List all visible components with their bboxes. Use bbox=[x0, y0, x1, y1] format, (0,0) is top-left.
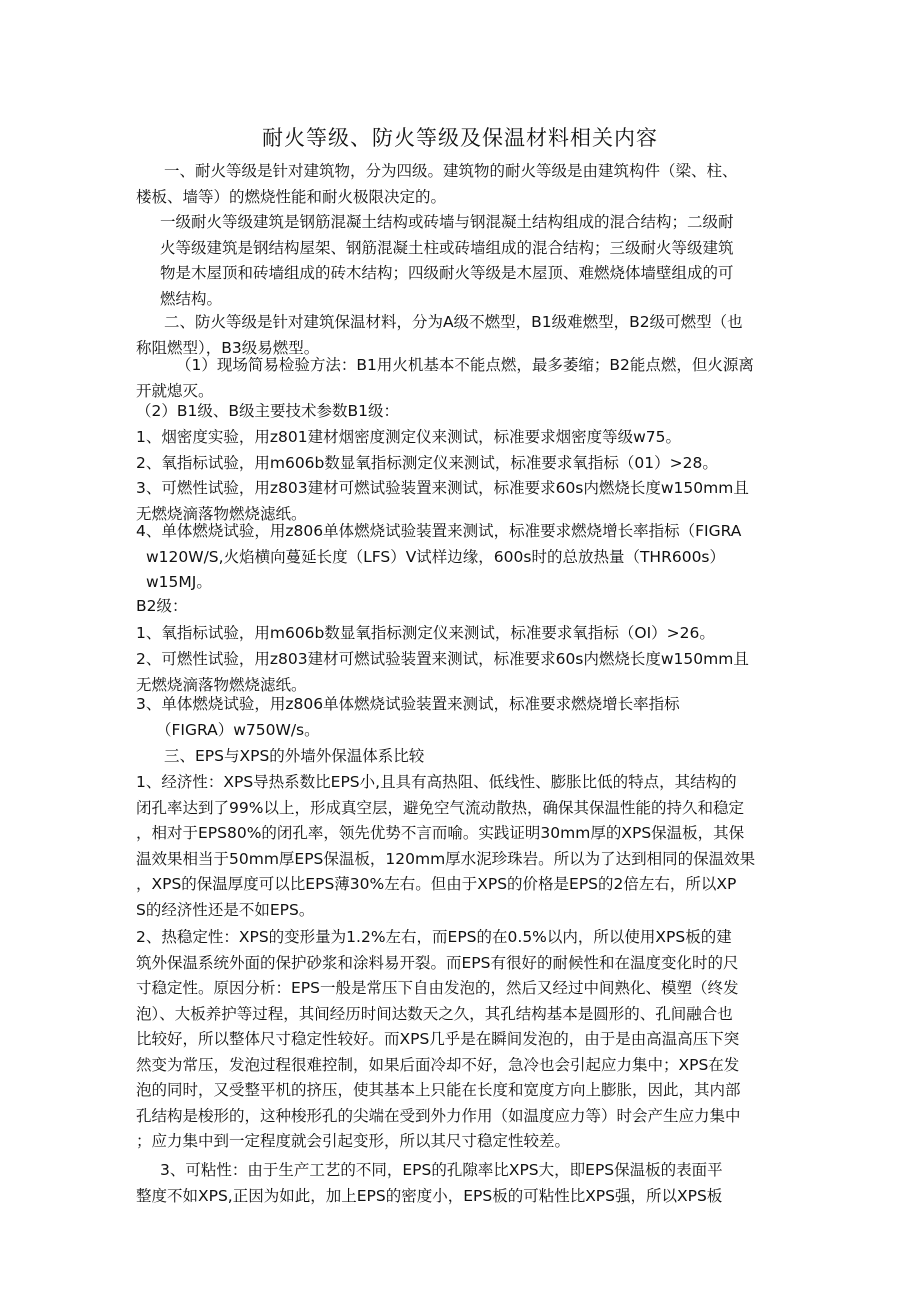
text-line: （1）现场简易检验方法：B1用火机基本不能点燃，最多萎缩；B2能点燃，但火源离 bbox=[176, 356, 754, 374]
text-line: 整度不如XPS,正因为如此，加上EPS的密度小，EPS板的可粘性比XPS强，所以XPS板 bbox=[136, 1186, 723, 1205]
section-3-heading bbox=[136, 744, 786, 770]
text-line: S的经济性还是不如EPS。 bbox=[136, 900, 315, 919]
tech-params-heading bbox=[136, 399, 786, 425]
text-line: 楼板、墙等）的燃烧性能和耐火极限决定的。 bbox=[136, 187, 447, 206]
text-line: ，相对于EPS80%的闭孔率，领先优势不言而喻。实践证明30mm厚的XPS保温板，其保 bbox=[136, 824, 745, 842]
text-line: 开就熄灭。 bbox=[136, 381, 214, 400]
text-line: 无燃烧滴落物燃烧滤纸。 bbox=[136, 675, 307, 694]
text-line: ；应力集中到一定程度就会引起变形，所以其尺寸稳定性较差。 bbox=[136, 1132, 571, 1150]
document-title: 耐火等级、防火等级及保温材料相关内容 bbox=[262, 126, 658, 150]
text-line: 3、可燃性试验，用z803建材可燃试验装置来测试，标准要求60s内燃烧长度w150mm且 bbox=[136, 479, 749, 497]
text-line: 泡的同时，又受整平机的挤压，使其基本上只能在长度和宽度方向上膨胀，因此，其内部 bbox=[136, 1081, 741, 1099]
text-line: ，XPS的保温厚度可以比EPS薄30%左右。但由于XPS的价格是EPS的2倍左右，所以XP bbox=[136, 875, 737, 893]
text-line: （FIGRA）w750W/s。 bbox=[156, 720, 320, 739]
text-line: 一、耐火等级是针对建筑物，分为四级。建筑物的耐火等级是由建筑构件（梁、柱、 bbox=[164, 162, 738, 180]
text-line: 称阻燃型），B3级易燃型。 bbox=[136, 338, 320, 357]
text-line: 1、氧指标试验，用m606b数显氧指标测定仪来测试，标准要求氧指标（OI）>26。 bbox=[136, 624, 715, 642]
text-line: 闭孔率达到了99%以上，形成真空层，避免空气流动散热，确保其保温性能的持久和稳定 bbox=[136, 798, 744, 817]
text-line: 然变为常压，发泡过程很难控制，如果后面冷却不好，急冷也会引起应力集中；XPS在发 bbox=[136, 1055, 740, 1074]
text-line: 比较好，所以整体尺寸稳定性较好。而XPS几乎是在瞬间发泡的，由于是由高温高压下突 bbox=[136, 1030, 740, 1048]
text-line: 泡）、大板养护等过程，其间经历时间达数天之久，其孔结构基本是圆形的、孔间融合也 bbox=[136, 1004, 733, 1023]
text-line: 1、经济性：XPS导热系数比EPS小,且具有高热阻、低线性、膨胀比低的特点，其结构的 bbox=[136, 773, 737, 791]
text-line: 物是木屋顶和砖墙组成的砖木结构；四级耐火等级是木屋顶、难燃烧体墙壁组成的可 bbox=[160, 264, 734, 282]
text-line: 1、烟密度实验，用z801建材烟密度测定仪来测试，标准要求烟密度等级w75。 bbox=[136, 428, 681, 446]
text-line: （2）B1级、B级主要技术参数B1级： bbox=[136, 402, 399, 420]
text-line: B2级： bbox=[136, 597, 188, 615]
text-line: 燃结构。 bbox=[160, 289, 223, 308]
text-line: 2、氧指标试验，用m606b数显氧指标测定仪来测试，标准要求氧指标（01）>28。 bbox=[136, 454, 718, 472]
text-line: 温效果相当于50mm厚EPS保温板，120mm厚水泥珍珠岩。所以为了达到相同的保温效果 bbox=[136, 849, 756, 868]
text-line: 筑外保温系统外面的保护砂浆和涂料易开裂。而EPS有很好的耐候性和在温度变化时的尺 bbox=[136, 953, 739, 972]
text-line: 2、热稳定性：XPS的变形量为1.2%左右，而EPS的在0.5%以内，所以使用XPS板的建 bbox=[136, 928, 732, 946]
text-line: w15MJ。 bbox=[146, 573, 212, 591]
b1-item-2 bbox=[136, 451, 786, 477]
text-line: 2、可燃性试验，用z803建材可燃试验装置来测试，标准要求60s内燃烧长度w150mm且 bbox=[136, 650, 749, 668]
field-test-paragraph bbox=[136, 353, 786, 404]
text-line: 火等级建筑是钢结构屋架、钢筋混凝土柱或砖墙组成的混合结构；三级耐火等级建筑 bbox=[160, 238, 734, 257]
economy-paragraph bbox=[136, 770, 786, 923]
thermal-stability-paragraph bbox=[136, 925, 786, 1155]
b1-item-4 bbox=[136, 519, 786, 596]
text-line: 二、防火等级是针对建筑保温材料，分为A级不燃型，B1级难燃型，B2级可燃型（也 bbox=[164, 313, 743, 331]
b1-item-1 bbox=[136, 425, 786, 451]
section-1-paragraph bbox=[136, 159, 786, 210]
adhesion-paragraph bbox=[136, 1158, 786, 1209]
b2-item-3 bbox=[136, 692, 786, 743]
text-line: 4、单体燃烧试验，用z806单体燃烧试验装置来测试，标准要求燃烧增长率指标（FIGRA bbox=[136, 522, 742, 540]
text-line: 3、可粘性：由于生产工艺的不同，EPS的孔隙率比XPS大，即EPS保温板的表面平 bbox=[160, 1161, 723, 1179]
b2-item-2 bbox=[136, 647, 786, 698]
text-line: 一级耐火等级建筑是钢筋混凝土结构或砖墙与钢混凝土结构组成的混合结构；二级耐 bbox=[160, 213, 734, 231]
b2-item-1 bbox=[136, 621, 786, 647]
b2-label bbox=[136, 594, 786, 620]
text-line: 无燃烧滴落物燃烧滤纸。 bbox=[136, 504, 307, 523]
text-line: 三、EPS与XPS的外墙外保温体系比较 bbox=[164, 747, 425, 765]
text-line: 寸稳定性。原因分析：EPS一般是常压下自由发泡的，然后又经过中间熟化、模塑（终发 bbox=[136, 979, 739, 997]
fire-grade-description bbox=[160, 210, 810, 312]
text-line: w120W/S,火焰横向蔓延长度（LFS）V试样边缘，600s时的总放热量（THR600s） bbox=[146, 547, 726, 566]
text-line: 3、单体燃烧试验，用z806单体燃烧试验装置来测试，标准要求燃烧增长率指标 bbox=[136, 695, 680, 713]
text-line: 孔结构是梭形的，这种梭形孔的尖端在受到外力作用（如温度应力等）时会产生应力集中 bbox=[136, 1106, 741, 1125]
